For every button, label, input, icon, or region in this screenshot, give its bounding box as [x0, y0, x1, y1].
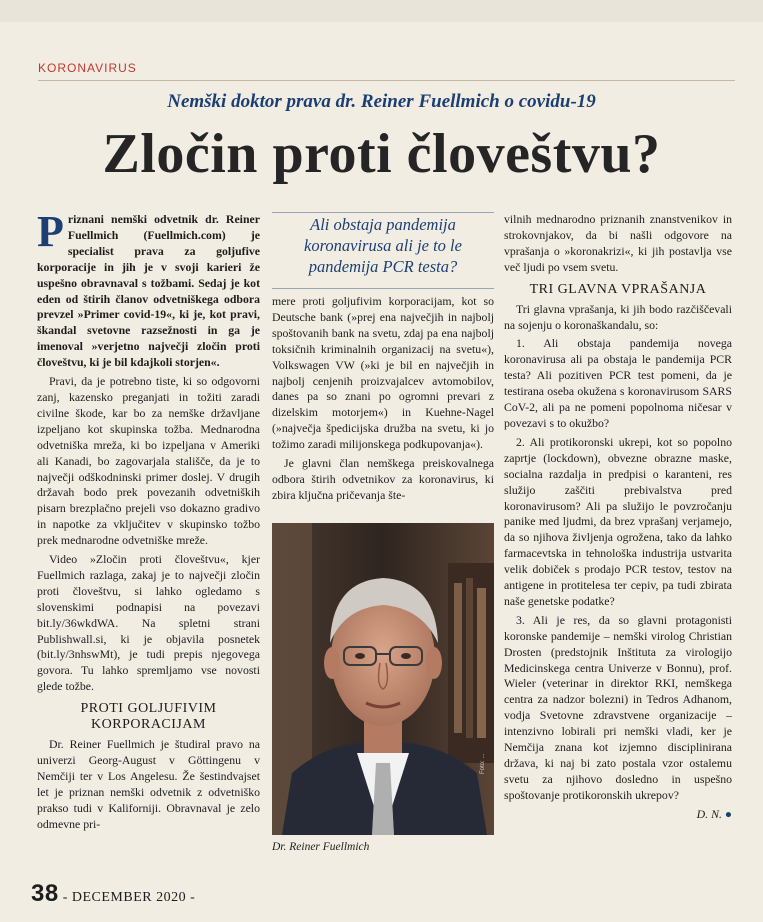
column-2 [272, 294, 494, 507]
portrait-photo [272, 523, 494, 835]
author-signature [504, 807, 732, 823]
photo-credit: Foto: ... [480, 753, 486, 774]
author-initials: D. N. [696, 806, 722, 821]
column-3 [504, 212, 732, 826]
body-paragraph: Je glavni član nemškega preiskovalnega odbora štirih odvetnikov za koronavirus, ki zbira ključna pričevanja šte- [272, 456, 494, 502]
lead-text: riznani nemški odvetnik dr. Reiner Fuellmich (Fuellmich.com) je specialist prava za goljufive korporacije in jih je v svoji karieri že uspešno obravnaval s tožbami. Sedaj je kot eden od štirih članov odvetniškega odbora prevzel »Primer covid-19«, ki je, kot pravi, škandal svetovne razsežnosti in ga je imenoval »verjetno največji zločin proti človeštvu, ki je bil kdajkoli storjen«. [37, 212, 260, 370]
drop-cap: P [37, 207, 64, 256]
rubric-divider [38, 80, 735, 81]
section-rubric: KORONAVIRUS [38, 61, 137, 75]
photo-caption: Dr. Reiner Fuellmich [272, 841, 370, 853]
body-paragraph: Pravi, da je potrebno tiste, ki so odgovorni zanj, kazensko preganjati in tožiti zaradi civilne škode, kar bo za nemške državljane izpeljano kot skupinska tožba. Mednarodna odvetniška mreža, ki bo izpeljana v Ameriki ali Kanadi, bo zagovarjala stališče, da je to največji odškodninski primer doslej. V drugih državah bodo prek povezanih odvetniških pisarn brezplačno prejeli vso dokazno gradivo in napotke za vključitev v skupinsko tožbo prek mednarodne odvetniške mreže. [37, 374, 260, 548]
pullquote-rule-top [272, 212, 494, 213]
question-2: 2. Ali protikoronski ukrepi, kot so popolno zaprtje (lockdown), obvezne obrazne maske, socialna razdalja in predpisi o karanteni, res služijo zaščiti prebivalstva pred koronavirusom? Ali pa služijo le povzročanju panike med ljudmi, da brez vprašanj verjamejo, da so njihova življenja ogrožena, tako da lahko farmacevtska in tehnološka industrija ustvarita velik dobiček s prodajo PCR testov, testov na antigene in protitelesa ter cepiv, pa tudi zbirata naše genetske podatke? [504, 434, 732, 608]
scan-edge [0, 0, 763, 22]
body-paragraph: mere proti goljufivim korporacijam, kot so Deutsche bank (»prej ena največjih in najbolj spoštovanih bank na svetu, zdaj pa ena najbolj toksičnih kriminalnih organizacij na svetu«), Volkswagen VW (»ki je bil en največjih in najbolj cenjenih proizvajalcev avtomobilov, danes pa so znani po ogromni prevari z dizelskim motorjem«) in Kuehne-Nagel (»največja špedicijska družba na svetu, ki jo tožimo zaradi milijonskega podkupovanja«). [272, 294, 494, 452]
page-number: 38 [31, 880, 59, 907]
question-3: 3. Ali je res, da so glavni protagonisti koronske pandemije – nemški virolog Christian Drosten (predstojnik Inštituta za virologijo Medicinskega centra Univerze v Bonnu), prof. Wieler (veterinar in direktor RKI, nemškega centra za nadzor bolezni) in Tedros Adhanom, vodja Svetovne zdravstvene organizacije – intenzivno lobirali pri nemški vladi, ker je Nemčija znana kot izjemno disciplinirana država, ki naj bi zato postala vzor ostalemu svetu za njihovo dosledno in uspešno spoštovanje protikoronskih ukrepov? [504, 612, 732, 802]
page-footer [31, 880, 195, 908]
portrait-illustration [272, 523, 494, 835]
column-1 [37, 207, 260, 836]
body-paragraph: vilnih mednarodno priznanih znanstvenikov in strokovnjakov, da bi našli odgovore na vprašanja o »koronakrizi«, ki jih postavlja vse več ljudi po vsem svetu. [504, 212, 732, 274]
article-headline: Zločin proti človeštvu? [102, 123, 661, 185]
body-paragraph: Tri glavna vprašanja, ki jih bodo razčiščevali na sojenju o koronaškandalu, so: [504, 301, 732, 332]
end-mark-icon: ● [724, 806, 732, 821]
question-1: 1. Ali obstaja pandemija novega koronavirusa ali pa obstaja le pandemija PCR testa? Ali pozitiven PCR test pomeni, da je testirana oseba okužena s koronavirusom SARS CoV-2, ali pa ne pomeni popolnoma ničesar v povezavi s to okužbo? [504, 336, 732, 430]
article-kicker: Nemški doktor prava dr. Reiner Fuellmich o covidu-19 [167, 91, 596, 112]
pull-quote: Ali obstaja pandemija koronavirusa ali je to le pandemija PCR testa? [304, 215, 462, 276]
subheading-three-questions: TRI GLAVNA VPRAŠANJA [529, 281, 707, 297]
pullquote-rule-bottom [272, 288, 494, 289]
subheading-corporations: PROTI GOLJUFIVIM KORPORACIJAM [80, 701, 217, 733]
body-paragraph: Video »Zločin proti človeštvu«, kjer Fuellmich razlaga, zakaj je to največji zločin proti človeštvu, si lahko ogledamo s slovenskimi podnapisi na povezavi bit.ly/36wkdWA. Na spletni strani Publishwall.si, ki je objavila posnetek (bit.ly/3nhswMt), je tudi prepis njegovega govora. Tu lahko spremljamo vse novosti glede tožbe. [37, 552, 260, 694]
body-paragraph: Dr. Reiner Fuellmich je študiral pravo na univerzi Georg-August v Göttingenu v Nemčiji ter v Los Angelesu. Že šestindvajset let je priznan nemški odvetnik z odvetniško prakso tudi v Kaliforniji. Obravnaval je zelo odmevne pri- [37, 737, 260, 831]
lead-paragraph [37, 207, 260, 371]
issue-date: - DECEMBER 2020 - [62, 890, 196, 905]
